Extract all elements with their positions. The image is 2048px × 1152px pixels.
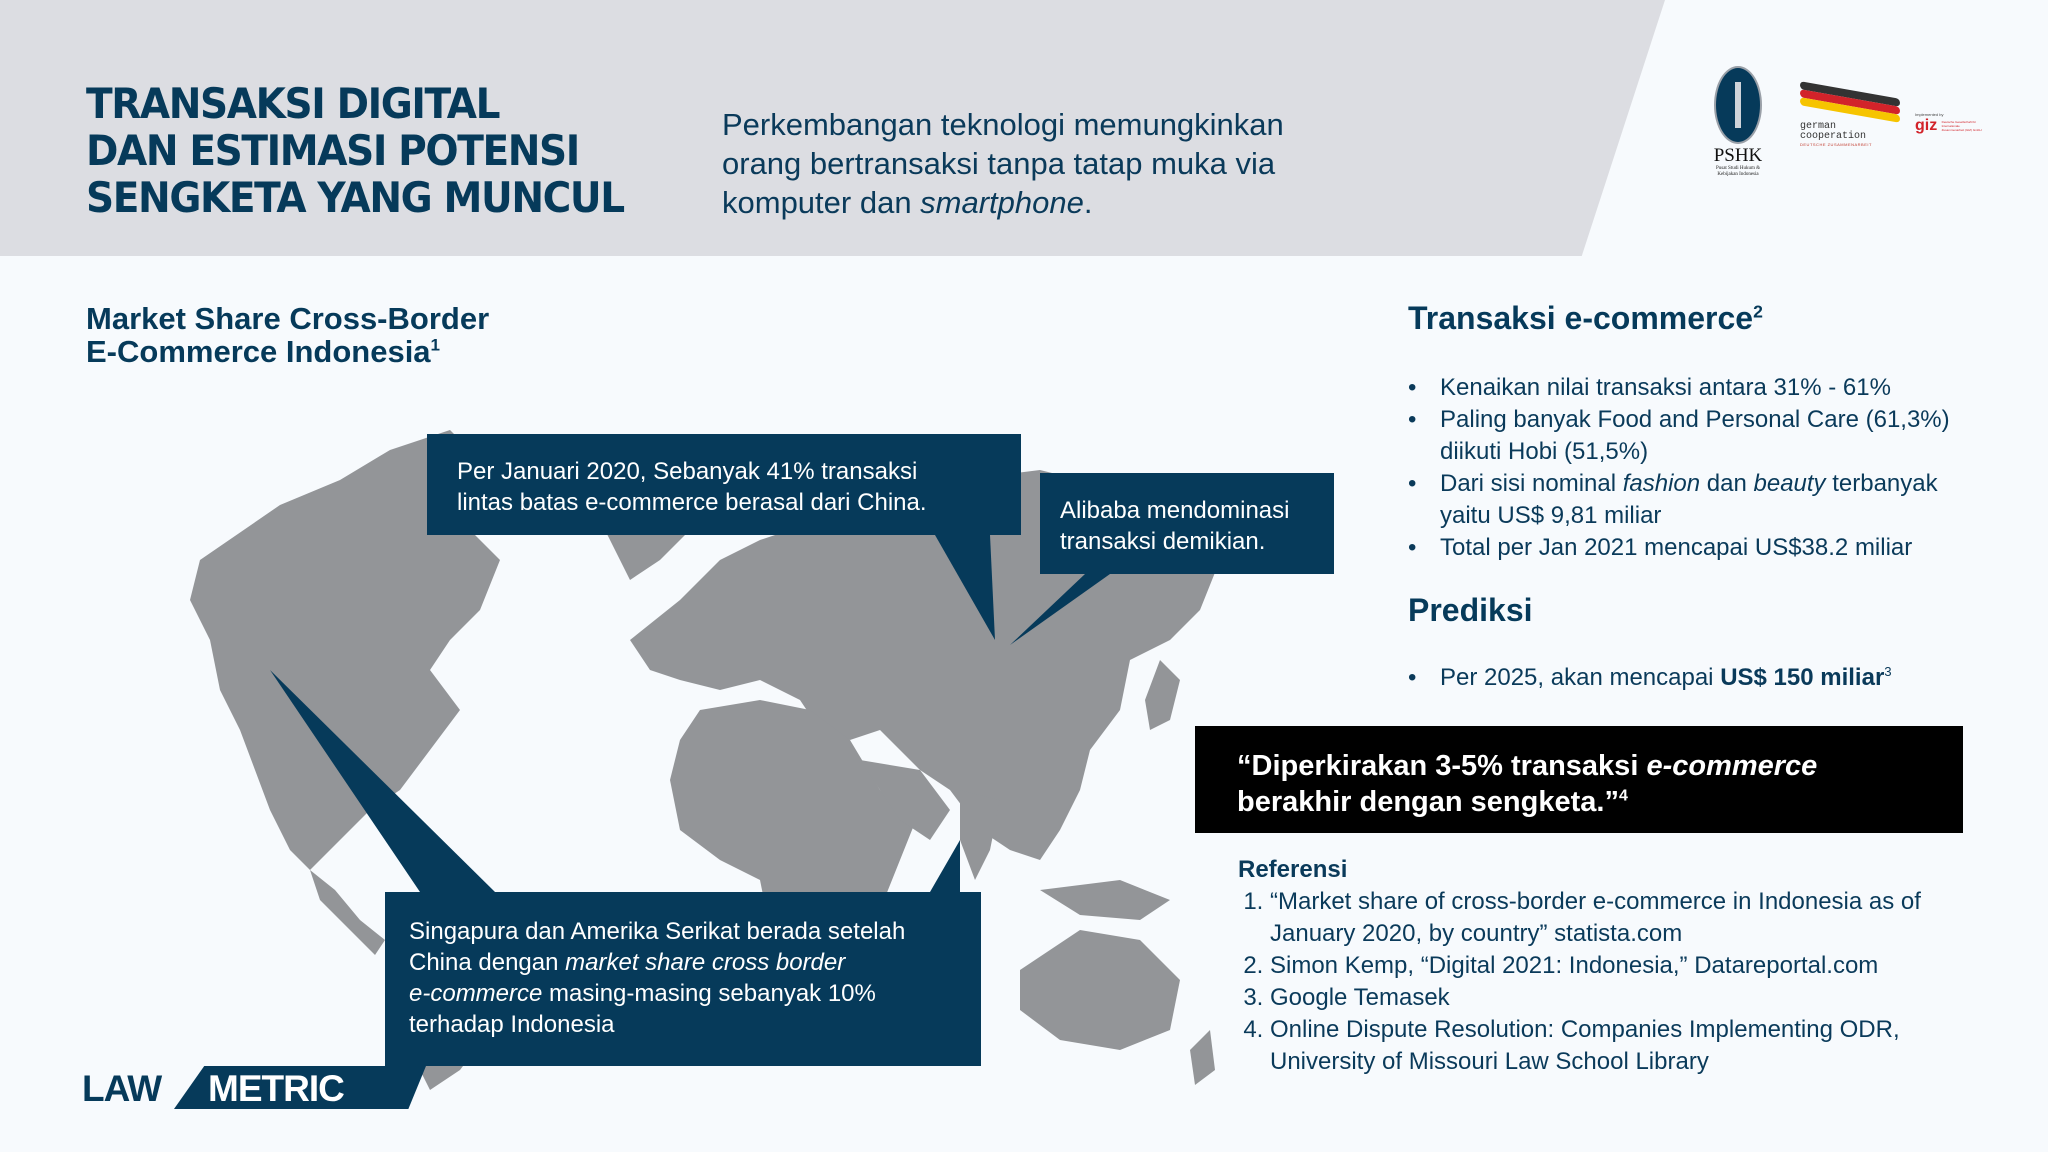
bullet-text: dan — [1700, 470, 1754, 497]
bullet-italic: fashion — [1622, 470, 1701, 497]
callout-china — [427, 434, 1021, 535]
prediction-heading: Prediksi — [1408, 592, 1533, 628]
bullet-italic: beauty — [1753, 470, 1826, 497]
giz-mark: giz — [1915, 117, 1938, 134]
callout-china-line-2: lintas batas e-commerce berasal dari China. — [457, 489, 927, 516]
reference-item: 2. Simon Kemp, “Digital 2021: Indonesia,” Datareportal.com — [1270, 950, 1978, 982]
giz-implemented-label: Implemented by — [1915, 112, 1944, 117]
callout-sg-line-1: Singapura dan Amerika Serikat berada setelah — [409, 918, 906, 945]
bullet-item — [1408, 662, 1968, 694]
quote-line-2 — [1237, 784, 1921, 820]
callout-alibaba-line-2: transaksi demikian. — [1060, 528, 1266, 555]
brand-metric: METRIC — [208, 1068, 344, 1109]
quote-box — [1195, 726, 1963, 833]
ecommerce-bullet-list — [1408, 372, 1968, 564]
bullet-text: terbanyak yaitu US$ 9,81 miliar — [1440, 470, 1938, 529]
reference-item: 1. “Market share of cross-border e-commerce in Indonesia as of January 2020, by country” statista.com — [1270, 886, 1978, 950]
references — [1238, 854, 1978, 1078]
bullet-text: Total per Jan 2021 mencapai US$38.2 miliar — [1440, 534, 1913, 561]
bullet-item — [1408, 468, 1968, 532]
quote-text: berakhir dengan sengketa.” — [1237, 786, 1619, 818]
callout-sg-italic-2: e-commerce — [409, 980, 543, 1007]
map-title-text: E-Commerce Indonesia — [86, 334, 431, 369]
map-title-line-1: Market Share Cross-Border — [86, 301, 490, 336]
quote-text: “Diperkirakan 3-5% transaksi — [1237, 750, 1647, 782]
footnote-ref: 3 — [1884, 664, 1892, 679]
german-sub-text: DEUTSCHE ZUSAMMENARBEIT — [1800, 142, 1872, 147]
bullet-text: Paling banyak Food and Personal Care (61,3%) diikuti Hobi (51,5%) — [1440, 406, 1950, 465]
callout-alibaba — [1040, 473, 1334, 574]
quote-line-1 — [1237, 748, 1921, 784]
quote-italic: e-commerce — [1646, 750, 1818, 782]
ecommerce-heading — [1408, 300, 1763, 337]
prediction-bullet-list — [1408, 662, 1968, 694]
callout-sg-line-4: terhadap Indonesia — [409, 1011, 615, 1038]
title-line-3: SENGKETA YANG MUNCUL — [86, 173, 624, 222]
title-line-2: DAN ESTIMASI POTENSI — [86, 126, 579, 175]
bullet-item — [1408, 532, 1968, 564]
subtitle-line-2: orang bertransaksi tanpa tatap muka via — [722, 146, 1276, 181]
callout-alibaba-line-1: Alibaba mendominasi — [1060, 497, 1290, 524]
footnote-ref: 2 — [1753, 301, 1763, 322]
brand-law: LAW — [82, 1068, 162, 1109]
footnote-ref: 4 — [1618, 787, 1628, 805]
bullet-item — [1408, 372, 1968, 404]
references-title: Referensi — [1238, 856, 1348, 883]
reference-item: 3. Google Temasek — [1270, 982, 1978, 1014]
german-text: german — [1800, 121, 1837, 132]
bullet-item — [1408, 404, 1968, 468]
subtitle-text: komputer dan — [722, 185, 921, 220]
callout-china-line-1: Per Januari 2020, Sebanyak 41% transaksi — [457, 458, 918, 485]
reference-item: 4. Online Dispute Resolution: Companies Implementing ODR, University of Missouri Law School Library — [1270, 1014, 1978, 1078]
bullet-text: Per 2025, akan mencapai — [1440, 664, 1721, 691]
callout-singapore-us — [385, 892, 981, 1066]
callout-sg-italic: market share cross border — [565, 949, 846, 976]
cooperation-text: cooperation — [1800, 131, 1867, 142]
bullet-bold: US$ 150 miliar — [1720, 664, 1885, 691]
subtitle-end: . — [1083, 185, 1093, 220]
subtitle-line-1: Perkembangan teknologi memungkinkan — [722, 107, 1284, 142]
callout-sg-line-2 — [409, 947, 957, 978]
pshk-subtitle: Pusat Studi Hukum & Kebijakan Indonesia — [1715, 166, 1761, 177]
title-line-1: TRANSAKSI DIGITAL — [86, 79, 500, 128]
bullet-text: Dari sisi nominal — [1440, 470, 1623, 497]
callout-sg-line-3 — [409, 978, 957, 1009]
ecommerce-heading-text: Transaksi e-commerce — [1408, 300, 1754, 336]
subtitle-italic: smartphone — [920, 185, 1084, 220]
callout-sg-text: China dengan — [409, 949, 566, 976]
pshk-name: PSHK — [1713, 145, 1763, 166]
footnote-ref: 1 — [430, 335, 441, 355]
giz-sub-text: Deutsche Gesellschaft für Internationale Zusammenarbeit (GIZ) GmbH — [1941, 119, 1982, 132]
callout-sg-text-2: masing-masing sebanyak 10% — [542, 980, 876, 1007]
bullet-text: Kenaikan nilai transaksi antara 31% - 61% — [1440, 374, 1891, 401]
